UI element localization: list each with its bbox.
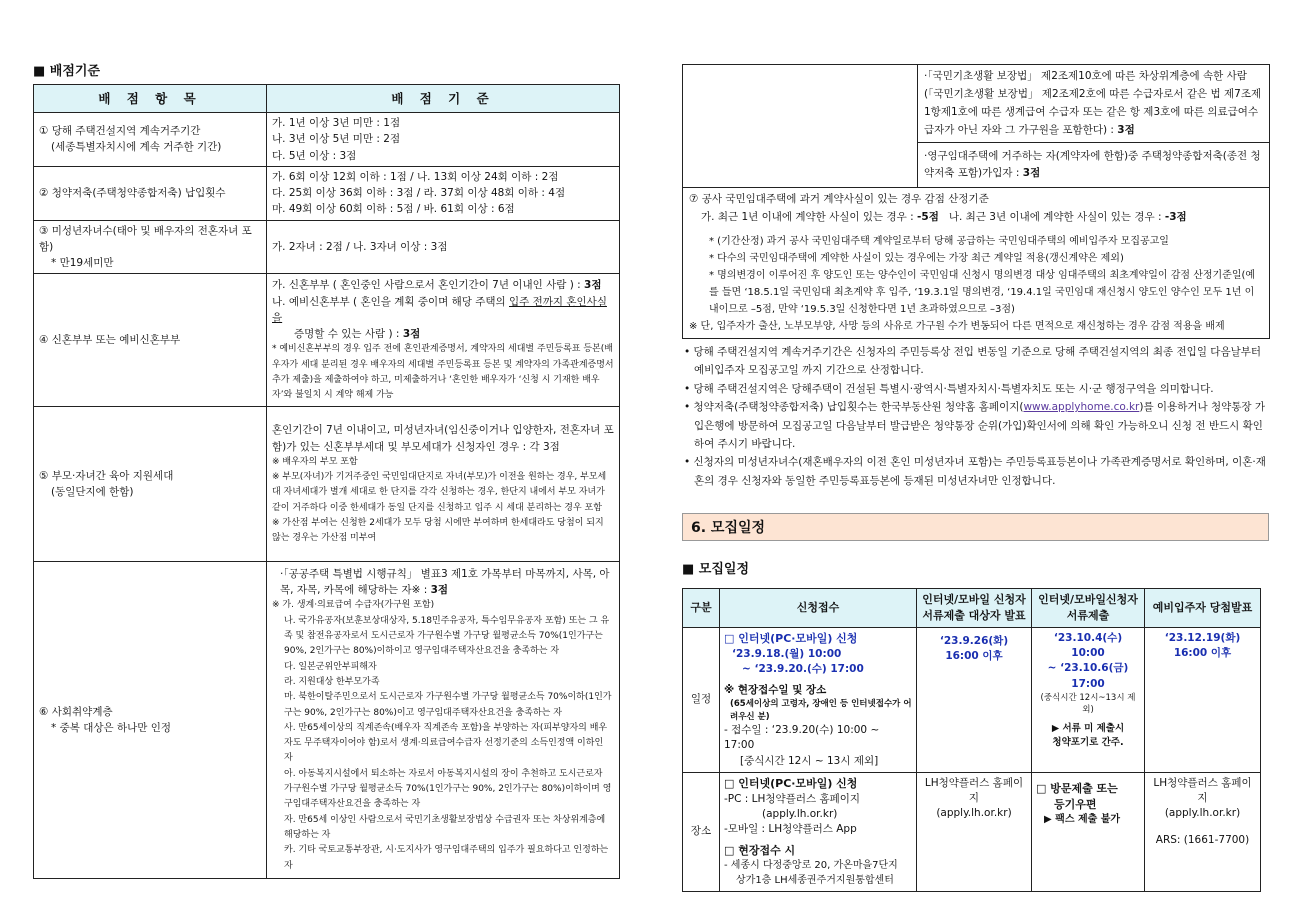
submit-date: ‘23.10.4(수) 10:00 [1053, 631, 1123, 660]
list-item: 다. 일본군위안부피해자 [284, 661, 377, 672]
table-row [34, 166, 620, 220]
list-item: ※ 가. 생계·의료급여 수급자(가구원 포함) [272, 600, 435, 611]
table-row [34, 113, 620, 167]
submit-note: ▶ 서류 미 제출시 [1051, 723, 1125, 735]
list-item: 사. 만65세이상의 직계존속(배우자 직계존속 포함)을 부양하는 자(피부양자의 배우자도 무주택자이어야 함)로서 생계·의료급여수급자 선정기준의 소득인정액 이하인 자 [284, 722, 608, 764]
row-label-sub: (세종특별자치시에 계속 거주한 기간) [51, 141, 222, 154]
submit-lunch: (중식시간 12시~13시 제외) [1040, 692, 1136, 716]
note: ※ 부모(자녀)가 기거주중인 국민임대단지로 자녀(부모)가 이전을 원하는 경우, 부모세대 자녀세대가 별개 세대로 한 단지를 각각 신청하는 경우, 한단지 내에서 부모 자녀가 같이 거주하다 이중 한세대가 동일 단지를 신청하고 입주 시 세대 분리하는 경우 포함 [272, 472, 607, 513]
winner-time: 16:00 이후 [1173, 647, 1232, 660]
notes-list [684, 343, 1272, 490]
table-row [34, 274, 620, 407]
header-cell: 신청접수 [720, 589, 917, 628]
onsite-title: □ 현장접수 시 [724, 844, 796, 858]
submit-note: ▶ 팩스 제출 불가 [1044, 813, 1121, 825]
criteria-line: 나. 예비신혼부부 ( 혼인을 계획 중이며 해당 주택의 입주 전까지 혼인사실을 [272, 295, 607, 324]
list-item: 자. 만65세 이상인 사람으로서 국민기초생활보장법상 수급권자 또는 차상위계층에 해당하는 자 [284, 814, 606, 840]
pc-url: (apply.lh.or.kr) [762, 807, 838, 820]
criteria-line: 가. 2자녀 : 2점 / 나. 3자녀 이상 : 3점 [267, 220, 620, 274]
list-item: • 청약저축(주택청약종합저축) 납입횟수는 한국부동산원 청약홈 홈페이지(www.applyhome.co.kr)를 이용하거나 청약통장 가입은행에 방문하여 모집공고일 다음날부터 발급받은 청약통장 순위(가입)확인서에 의해 확인 가능하오니 신청 전 반드시 확인하여 주시기 바랍니다. [684, 401, 1266, 450]
onsite-lunch: [중식시간 12시 ~ 13시 제외] [740, 754, 879, 767]
row-label: 일정 [683, 627, 720, 772]
criteria-line: 가. 6회 이상 12회 이하 : 1점 / 나. 13회 이상 24회 이하 : 2점 [272, 170, 559, 183]
ars-number: ARS: (1661-7700) [1155, 834, 1250, 847]
row-label: ⑥ 사회취약계층 [39, 706, 113, 719]
row-label: 장소 [683, 772, 720, 892]
note: ※ 단, 입주자가 출산, 노부모부양, 사망 등의 사유로 가구원 수가 변동되어 다른 면적으로 재신청하는 경우 감점 적용을 배제 [689, 321, 1225, 333]
table-row [683, 188, 1270, 339]
pc-info: -PC : LH청약플러스 홈페이지 [724, 792, 861, 805]
header-cell: 인터넷/모바일 신청자 서류제출 대상자 발표 [917, 589, 1032, 628]
list-item: 라. 지원대상 한부모가족 [284, 676, 380, 687]
note: * 다수의 국민임대주택에 계약한 사실이 있는 경우에는 가장 최근 계약일 적용(갱신계약은 제외) [709, 253, 1124, 265]
apply-date: ~ ‘23.9.20.(수) 17:00 [742, 663, 864, 676]
criteria-line: ·「공공주택 특별법 시행규칙」 별표3 제1호 가목부터 마목까지, 사목, 아목, 자목, 카목에 해당하는 자※ : 3점 [280, 567, 610, 597]
section-heading-schedule: 6. 모집일정 [682, 513, 1269, 541]
criteria-line: 가. 1년 이상 3년 미만 : 1점 [272, 117, 401, 129]
note: ※ 가산점 부여는 신청한 2세대가 모두 당첨 시에만 부여하며 한세대라도 당첨이 되지 않는 경우는 가산점 미부여 [272, 517, 604, 544]
header-cell: 구분 [683, 589, 720, 628]
row-label-sub: * 중복 대상은 하나만 인정 [51, 722, 172, 735]
note: * 예비신혼부부의 경우 입주 전에 혼인관계증명서, 계약자의 세대별 주민등록표 등본(배우자가 세대 분리된 경우 배우자의 세대별 주민등록표 등본 및 계약자의 가족관계증명서 추가 제출)을 제출하여야 하고, 미제출하거나 ‘혼인한 배우자가 ‘신청 시 기재한 배우자’와 불일치 시 계약 해제 가능 [272, 344, 614, 401]
list-item: 카. 기타 국토교통부장관, 시·도지사가 영구임대주택의 입주가 필요하다고 인정하는 자 [284, 845, 609, 871]
score: 3점 [584, 279, 602, 292]
score: -5점 [917, 211, 939, 224]
criteria-cell: ·영구임대주택에 거주하는 자(계약자에 한함)중 주택청약종합저축(종전 청약저축 포함)가입자 : 3점 [918, 143, 1270, 188]
row-label: ② 청약저축(주택청약종합저축) 납입횟수 [34, 166, 267, 220]
header-item: 배 점 항 목 [34, 85, 267, 113]
row-label: ④ 신혼부부 또는 예비신혼부부 [34, 274, 267, 407]
table-header-row [34, 85, 620, 113]
winner-site: LH청약플러스 홈페이지 [1153, 776, 1252, 804]
onsite-address: - 세종시 다정중앙로 20, 가온마을7단지 [724, 860, 898, 872]
note: * 명의변경이 이루어진 후 양도인 또는 양수인이 국민임대 신청시 명의변경 대상 임대주택의 최초계약일이 감점 산정기준일(예를 들면 ‘18.5.1일 국민임대 최초계약 후 입주, ‘19.3.1일 명의변경, ‘19.4.1일 국민임대 재신청시 양도인 양수인 모두 1년 이내이므로 –5점, 만약 ‘19.5.3일 신청한다면 1년 초과하였으므로 –3점) [709, 270, 1256, 316]
onsite-address: 상가1층 LH세종권주거지원통합센터 [736, 874, 894, 886]
schedule-title: ■ 모집일정 [682, 562, 750, 577]
submit-method: 등기우편 [1054, 797, 1097, 811]
score: -3점 [1164, 211, 1187, 224]
criteria-line: 나. 3년 이상 5년 미만 : 2점 [272, 133, 401, 146]
section-title-score: ■ 배점기준 [33, 64, 101, 79]
score-criteria-table-continued [682, 64, 1270, 339]
row-label-sub: * 만19세미만 [51, 257, 114, 270]
criteria-line: 가. 신혼부부 ( 혼인중인 사람으로서 혼인기간이 7년 이내인 사람 ) : 3점 [272, 279, 602, 292]
row-label: ⑤ 부모·자녀간 육아 지원세대 [39, 470, 174, 483]
score: 3점 [430, 584, 449, 597]
announce-url: (apply.lh.or.kr) [936, 807, 1012, 820]
submit-note: 청약포기로 간주. [1052, 737, 1124, 749]
score-criteria-table [33, 84, 620, 879]
announce-time: 16:00 이후 [945, 650, 1003, 663]
header-cell: 인터넷/모바일신청자 서류제출 [1032, 589, 1145, 628]
table-header-row [683, 589, 1261, 628]
score: 3점 [402, 328, 421, 341]
announce-site: LH청약플러스 홈페이지 [924, 776, 1024, 804]
note: ※ 배우자의 부모 포함 [272, 456, 358, 467]
row-label: ⑦ 공사 국민임대주택에 과거 계약사실이 있는 경우 감점 산정기준 [689, 193, 989, 206]
criteria-line: 증명할 수 있는 사람 ) : 3점 [294, 328, 421, 341]
score: 3점 [1117, 123, 1135, 136]
row-label: ③ 미성년자녀수(태아 및 배우자의 전혼자녀 포함) [39, 224, 252, 253]
table-row [683, 772, 1261, 892]
list-item: • 신청자의 미성년자녀수(재혼배우자의 이전 혼인 미성년자녀 포함)는 주민등록표등본이나 가족관계증명서로 확인하며, 이혼·재혼의 경우 신청자와 동일한 주민등록표등본에 등재된 미성년자녀만 인정합니다. [684, 456, 1266, 487]
list-item: 나. 국가유공자(보훈보상대상자, 5.18민주유공자, 특수임무유공자 포함) 또는 그 유족 및 참전유공자로서 도시근로자 가구원수별 가구당 월평균소득 70%(1인가구는 90%, 2인가구는 80%)이하이고 영구임대주택자산요건을 충족하는 자 [284, 615, 610, 657]
applyhome-link[interactable]: www.applyhome.co.kr [1023, 401, 1140, 414]
onsite-date: - 접수일 : ‘23.9.20(수) 10:00 ~ 17:00 [724, 724, 880, 752]
score: 3점 [1022, 167, 1041, 180]
list-item: • 당해 주택건설지역 계속거주기간은 신청자의 주민등록상 전입 변동일 기준으로 당해 주택건설지역의 최종 전입일 다음날부터 예비입주자 모집공고일 까지 기간으로 산정합니다. [684, 346, 1262, 377]
winner-url: (apply.lh.or.kr) [1164, 807, 1241, 820]
header-criteria: 배 점 기 준 [267, 85, 620, 113]
list-item: 마. 북한이탈주민으로서 도시근로자 가구원수별 가구당 월평균소득 70%이하(1인가구는 90%, 2인가구는 80%)이고 영구임대주택자산요건을 충족하는 자 [284, 692, 612, 718]
criteria-cell: ·「국민기초생활 보장법」 제2조제10호에 따른 차상위계층에 속한 사람(「국민기초생활 보장법」 제2조제2호에 따른 수급자로서 같은 법 제7조제1항제1호에 따른 생계급여 수급자 또는 같은 항 제3호에 따른 의료급여수급자가 아닌 자와 그 가구원을 포함한다) : 3점 [918, 65, 1270, 143]
criteria-line: 마. 49회 이상 60회 이하 : 5점 / 바. 61회 이상 : 6점 [272, 203, 515, 216]
table-row [34, 562, 620, 879]
list-item: • 당해 주택건설지역은 당해주택이 건설된 특별시·광역시·특별자치시·특별자치도 또는 시·군 행정구역을 의미합니다. [684, 382, 1214, 395]
table-row [683, 65, 1270, 143]
criteria-line: 다. 5년 이상 : 3점 [272, 149, 357, 162]
row-label: ① 당해 주택건설지역 계속거주기간 [39, 125, 201, 138]
table-row [34, 220, 620, 274]
row-label-sub: (동일단지에 한함) [51, 486, 134, 499]
note: * (기간산정) 과거 공사 국민임대주택 계약일로부터 당해 공급하는 국민임대주택의 예비입주자 모집공고일 [709, 236, 1169, 248]
online-apply-title: □ 인터넷(PC·모바일) 신청 [724, 776, 858, 790]
announce-date: ‘23.9.26(화) [939, 634, 1009, 647]
criteria-line: 가. 최근 1년 이내에 계약한 사실이 있는 경우 : -5점 나. 최근 3년 이내에 계약한 사실이 있는 경우 : -3점 [701, 211, 1187, 224]
schedule-table [682, 588, 1261, 892]
table-row [683, 627, 1261, 772]
header-cell: 예비입주자 당첨발표 [1145, 589, 1261, 628]
criteria-line: 다. 25회 이상 36회 이하 : 3점 / 라. 37회 이상 48회 이하 : 4점 [272, 187, 566, 200]
criteria-line: 혼인기간이 7년 이내이고, 미성년자녀(임신중이거나 입양한자, 전혼자녀 포함)가 있는 신혼부부세대 및 부모세대가 신청자인 경우 : 각 3점 [272, 424, 614, 453]
apply-date: ‘23.9.18.(월) 10:00 [732, 647, 842, 660]
table-row [34, 407, 620, 562]
submit-method: □ 방문제출 또는 [1036, 781, 1118, 795]
mobile-info: -모바일 : LH청약플러스 App [724, 823, 857, 836]
onsite-title: ※ 현장접수일 및 장소 [724, 684, 827, 697]
list-item: 아. 아동복지시설에서 퇴소하는 자로서 아동복지시설의 장이 추천하고 도시근로자 가구원수별 가구당 월평균소득 70%(1인가구는 90%, 2인가구는 80%)이하이며 영구임대주택자산요건을 충족하는 자 [284, 768, 612, 810]
submit-date: ~ ‘23.10.6(금) 17:00 [1047, 662, 1129, 690]
online-apply-title: □ 인터넷(PC·모바일) 신청 [724, 631, 858, 645]
onsite-note: (65세이상의 고령자, 장애인 등 인터넷접수가 어려우신 분) [730, 699, 912, 722]
winner-date: ‘23.12.19(화) [1164, 631, 1241, 644]
